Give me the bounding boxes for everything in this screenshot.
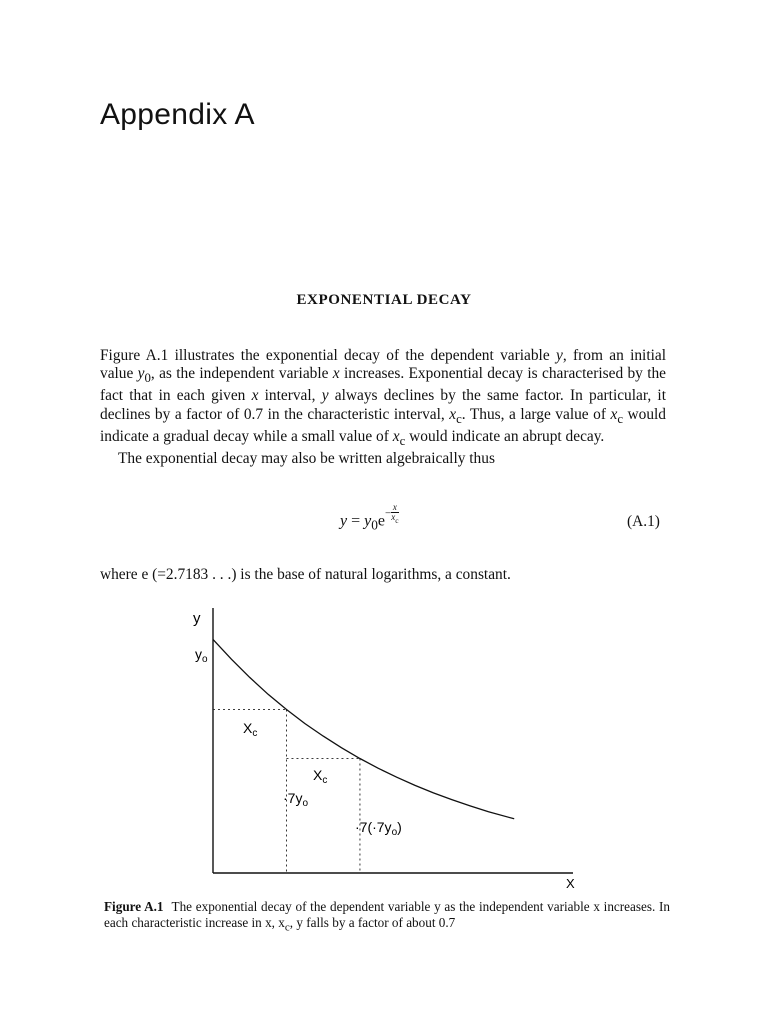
text-run: Figure A.1 illustrates the exponential decay of the dependent variable xyxy=(100,347,556,364)
y0-label: $y_o$ xyxy=(195,646,208,665)
eq-rhs-sub: 0 xyxy=(371,517,378,533)
text-run: , as the independent variable xyxy=(150,365,333,383)
equation-number: (A.1) xyxy=(627,513,660,530)
point-label-07-07y0: $\cdot 7(\cdot 7y_o)$ xyxy=(355,819,402,838)
eq-base: e xyxy=(377,512,386,530)
var-y: y xyxy=(555,347,563,364)
text-run: increases. Exponential decay is characterised by the fact that in each given xyxy=(100,365,666,405)
var-x: x xyxy=(392,427,400,445)
chapter-title: Appendix A xyxy=(100,98,255,131)
text-run: interval, xyxy=(258,387,322,405)
xc-label-1: $X_c$ xyxy=(243,720,258,739)
subscript: c xyxy=(617,411,624,426)
var-y: y xyxy=(137,365,145,383)
point-label-07y0: $\cdot 7y_o$ xyxy=(283,790,309,809)
eq-lhs: y xyxy=(340,512,348,530)
caption-text: The exponential decay of the dependent variable y as the independent variable x increases. In each characteristic increase in x, x xyxy=(104,899,670,930)
eq-exp-sign: − xyxy=(385,507,392,520)
decay-curve xyxy=(213,639,514,818)
text-run: would indicate a gradual decay while a small value of xyxy=(100,405,666,445)
text-run: always declines by the same factor. In particular, it declines by a factor of 0.7 in the characteristic interval, xyxy=(100,387,666,423)
x-axis-label: X xyxy=(566,876,575,891)
subscript: c xyxy=(399,434,406,449)
paragraph-2: The exponential decay may also be written algebraically thus xyxy=(118,450,495,468)
figure-caption xyxy=(104,899,670,936)
subscript: 0 xyxy=(144,371,151,386)
y-axis-label: y xyxy=(193,610,201,627)
xc-label-2: $X_c$ xyxy=(313,767,328,786)
var-x: x xyxy=(449,405,457,423)
subscript: c xyxy=(456,411,462,426)
chart-labels xyxy=(193,610,575,891)
text-run: would indicate an abrupt decay. xyxy=(405,427,605,445)
var-y: y xyxy=(321,387,329,405)
caption-text-2: , y falls by a factor of about 0.7 xyxy=(289,915,456,930)
caption-subscript: c xyxy=(284,921,290,934)
curve-layer xyxy=(213,639,514,818)
text-run: , from an initial value xyxy=(100,347,666,383)
eq-exp-den-var: x xyxy=(391,512,396,522)
var-x: x xyxy=(251,387,259,405)
var-x: x xyxy=(610,405,618,423)
caption-label: Figure A.1 xyxy=(104,899,164,914)
section-heading: EXPONENTIAL DECAY xyxy=(296,292,472,308)
var-x: x xyxy=(332,365,340,383)
eq-exp-numerator: x xyxy=(392,502,397,512)
where-text: where e (=2.7183 . . .) is the base of natural logarithms, a constant. xyxy=(100,566,511,583)
eq-rhs-var: y xyxy=(364,512,372,530)
text-run: . Thus, a large value of xyxy=(461,405,611,423)
eq-exp-den-sub: c xyxy=(395,515,399,525)
eq-equals: = xyxy=(347,512,365,530)
